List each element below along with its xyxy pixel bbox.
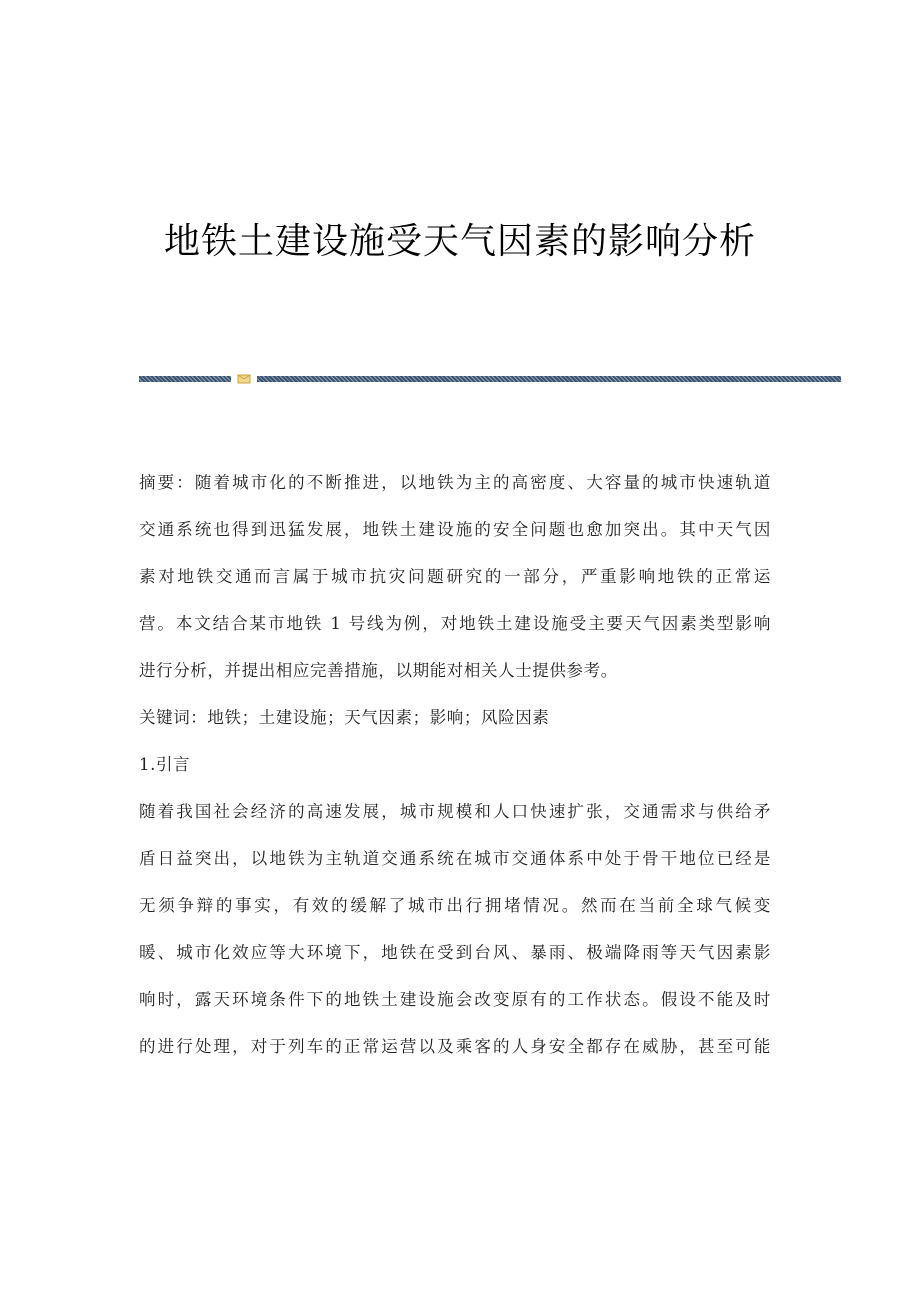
section-heading [139, 750, 771, 780]
abstract-paragraph [139, 468, 771, 686]
intro-line: 随着我国社会经济的高速发展，城市规模和人口快速扩张，交通需求与供给矛 [139, 802, 771, 821]
abstract-line: 交通系统也得到迅猛发展，地铁土建设施的安全问题也愈加突出。其中天气因 [139, 520, 771, 539]
intro-paragraph [139, 797, 771, 1062]
abstract-line: 摘要：随着城市化的不断推进，以地铁为主的高密度、大容量的城市快速轨道 [139, 473, 771, 492]
document-body [139, 468, 771, 1079]
document-title: 地铁土建设施受天气因素的影响分析 [163, 221, 756, 262]
divider-bar-left [139, 376, 231, 382]
intro-line: 响时，露天环境条件下的地铁土建设施会改变原有的工作状态。假设不能及时 [139, 990, 771, 1009]
intro-line: 暖、城市化效应等大环境下，地铁在受到台风、暴雨、极端降雨等天气因素影 [139, 943, 771, 962]
keywords-line: 关键词：地铁；土建设施；天气因素；影响；风险因素 [139, 708, 550, 727]
intro-line: 的进行处理，对于列车的正常运营以及乘客的人身安全都存在威胁，甚至可能 [139, 1037, 771, 1056]
abstract-line: 进行分析，并提出相应完善措施，以期能对相关人士提供参考。 [139, 661, 618, 680]
keywords-paragraph [139, 703, 771, 733]
divider-bar-right [257, 376, 841, 382]
intro-line: 盾日益突出，以地铁为主轨道交通系统在城市交通体系中处于骨干地位已经是 [139, 849, 771, 868]
abstract-line: 营。本文结合某市地铁 1 号线为例，对地铁土建设施受主要天气因素类型影响 [139, 614, 771, 633]
divider-ornament-icon [237, 374, 251, 384]
abstract-line: 素对地铁交通而言属于城市抗灾问题研究的一部分，严重影响地铁的正常运 [139, 567, 771, 586]
intro-line: 无须争辩的事实，有效的缓解了城市出行拥堵情况。然而在当前全球气候变 [139, 896, 771, 915]
section-heading-text: 1.引言 [139, 755, 191, 774]
title-divider [139, 374, 841, 384]
